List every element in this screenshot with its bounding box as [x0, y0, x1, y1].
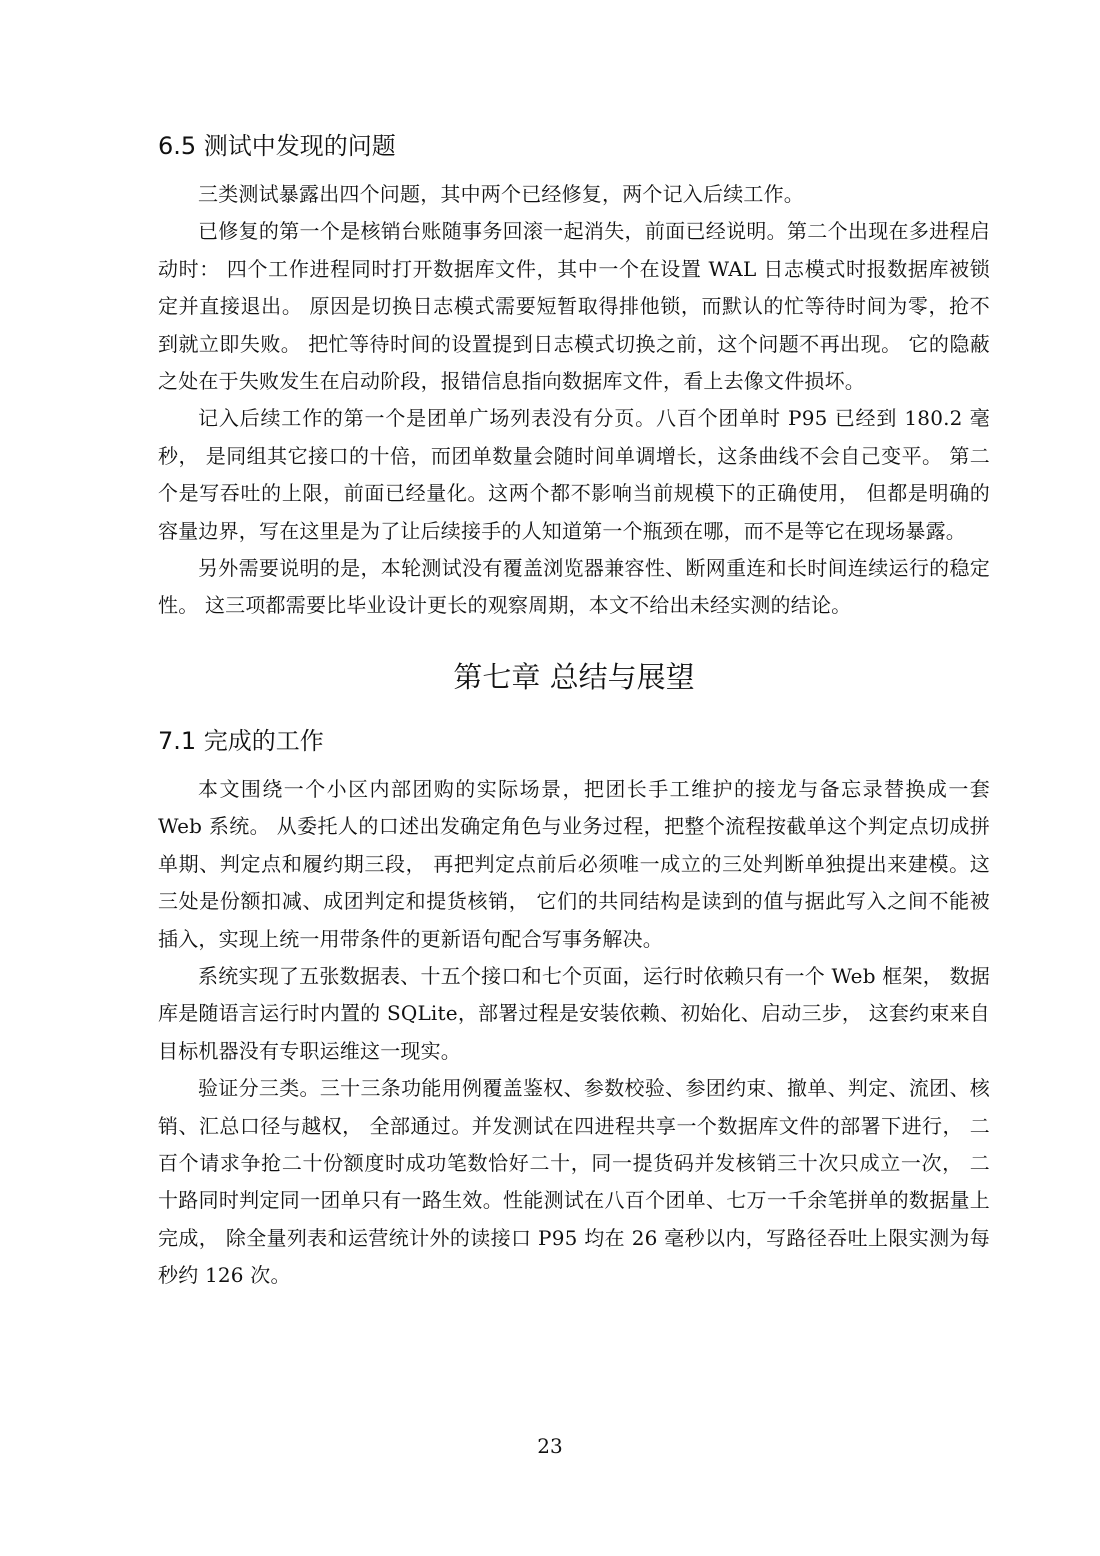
chapter-heading: 第七章 总结与展望: [453, 659, 695, 694]
paragraph: 另外需要说明的是，本轮测试没有覆盖浏览器兼容性、断网重连和长时间连续运行的稳定性。 这三项都需要比毕业设计更长的观察周期，本文不给出未经实测的结论。: [158, 556, 990, 618]
paragraph: 验证分三类。三十三条功能用例覆盖鉴权、参数校验、参团约束、撤单、判定、流团、核销、汇总口径与越权， 全部通过。并发测试在四进程共享一个数据库文件的部署下进行， 二百个请求争抢二十份额度时成功笔数恰好二十，同一提货码并发核销三十次只成立一次， 二十路同时判定同一团单只有一路生效。性能测试在八百个团单、七万一千余笔拼单的数据量上完成， 除全量列表和运营统计外的读接口 P95 均在 26 毫秒以内，写路径吞吐上限实测为每秒约 126 次。: [158, 1076, 990, 1288]
paragraph: 已修复的第一个是核销台账随事务回滚一起消失，前面已经说明。第二个出现在多进程启动时： 四个工作进程同时打开数据库文件，其中一个在设置 WAL 日志模式时报数据库被锁定并直接退出。 原因是切换日志模式需要短暂取得排他锁，而默认的忙等待时间为零，抢不到就立即失败。 把忙等待时间的设置提到日志模式切换之前，这个问题不再出现。 它的隐蔽之处在于失败发生在启动阶段，报错信息指向数据库文件，看上去像文件损坏。: [158, 219, 990, 394]
section-6-5: [158, 128, 990, 625]
paragraph: 记入后续工作的第一个是团单广场列表没有分页。八百个团单时 P95 已经到 180.2 毫秒， 是同组其它接口的十倍，而团单数量会随时间单调增长，这条曲线不会自己变平。 第二个是写吞吐的上限，前面已经量化。这两个都不影响当前规模下的正确使用， 但都是明确的容量边界，写在这里是为了让后续接手的人知道第一个瓶颈在哪，而不是等它在现场暴露。: [158, 406, 990, 543]
section-heading: 7.1 完成的工作: [158, 726, 324, 755]
section-7-1: [158, 723, 990, 1295]
page-number: 23: [537, 1434, 563, 1458]
section-heading: 6.5 测试中发现的问题: [158, 132, 396, 160]
paragraph: 三类测试暴露出四个问题，其中两个已经修复，两个记入后续工作。: [198, 182, 804, 206]
page-body: [158, 128, 990, 1295]
paragraph: 本文围绕一个小区内部团购的实际场景，把团长手工维护的接龙与备忘录替换成一套 Web 系统。 从委托人的口述出发确定角色与业务过程，把整个流程按截单这个判定点切成拼单期、判定点和履约期三段， 再把判定点前后必须唯一成立的三处判断单独提出来建模。这三处是份额扣减、成团判定和提货核销， 它们的共同结构是读到的值与据此写入之间不能被插入，实现上统一用带条件的更新语句配合写事务解决。: [158, 776, 990, 951]
paragraph: 系统实现了五张数据表、十五个接口和七个页面，运行时依赖只有一个 Web 框架， 数据库是随语言运行时内置的 SQLite，部署过程是安装依赖、初始化、启动三步， 这套约束来自目标机器没有专职运维这一现实。: [158, 963, 990, 1063]
